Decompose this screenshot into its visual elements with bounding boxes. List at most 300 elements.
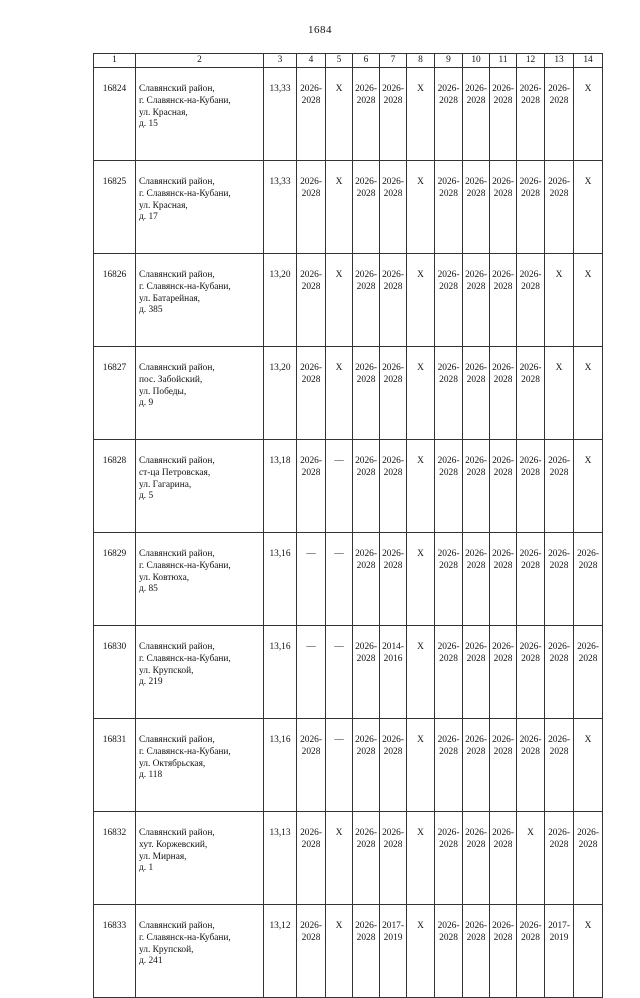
period-end: 2028 — [493, 467, 513, 478]
period-start: 2026- — [437, 642, 460, 652]
table-row — [94, 440, 603, 533]
period-end: 2028 — [493, 95, 513, 106]
period-start: 2017- — [548, 921, 570, 931]
period-start: 2026- — [465, 363, 487, 373]
period-cell — [574, 533, 603, 626]
period-cell — [380, 440, 407, 533]
address-line: д. 15 — [139, 119, 158, 130]
period-cell — [574, 812, 603, 905]
address-line: д. 17 — [139, 212, 158, 223]
period-end: 2028 — [521, 188, 540, 199]
period-cell: X — [574, 254, 603, 347]
column-header-7: 7 — [380, 54, 407, 68]
period-start: 2026- — [577, 549, 599, 559]
period-end: 2028 — [301, 281, 321, 292]
period-cell: — — [326, 626, 353, 719]
housing-registry-table — [93, 53, 603, 998]
period-start: 2026- — [548, 735, 570, 745]
period-end: 2028 — [466, 560, 486, 571]
period-cell — [380, 905, 407, 998]
period-end: 2028 — [493, 281, 513, 292]
period-start: 2014- — [382, 642, 404, 652]
address-cell — [136, 68, 264, 161]
column-header-11: 11 — [490, 54, 517, 68]
address-line: Славянский район, — [139, 270, 215, 280]
period-start: 2026- — [519, 921, 542, 931]
address-line: Славянский район, — [139, 363, 215, 373]
value-cell: 13,20 — [264, 254, 297, 347]
period-end: 2028 — [383, 188, 403, 199]
period-cell — [380, 347, 407, 440]
record-number: 16826 — [94, 254, 136, 347]
period-start: 2026- — [465, 270, 487, 280]
period-cell: X — [407, 626, 435, 719]
period-end: 2028 — [356, 95, 376, 106]
address-line: г. Славянск-на-Кубани, — [139, 95, 231, 106]
period-end: 2028 — [521, 560, 540, 571]
value-cell: 13,16 — [264, 626, 297, 719]
period-end: 2028 — [383, 467, 403, 478]
period-cell — [380, 68, 407, 161]
period-end: 2028 — [383, 839, 403, 850]
period-end: 2028 — [356, 560, 376, 571]
table-row — [94, 905, 603, 998]
address-line: ул. Гагарина, — [139, 479, 192, 490]
period-cell — [545, 440, 574, 533]
period-cell — [517, 161, 545, 254]
period-cell: X — [574, 905, 603, 998]
period-cell: X — [517, 812, 545, 905]
address-line: ул. Красная, — [139, 107, 188, 118]
value-cell: 13,13 — [264, 812, 297, 905]
address-line: ул. Мирная, — [139, 851, 187, 862]
period-start: 2026- — [437, 84, 460, 94]
table-row — [94, 719, 603, 812]
period-start: 2026- — [382, 828, 404, 838]
period-cell: X — [574, 68, 603, 161]
address-line: д. 219 — [139, 677, 163, 688]
period-end: 2028 — [356, 374, 376, 385]
value-cell: 13,16 — [264, 719, 297, 812]
period-cell — [353, 533, 380, 626]
period-cell: X — [574, 719, 603, 812]
period-end: 2028 — [521, 281, 540, 292]
period-start: 2026- — [465, 921, 487, 931]
address-line: ул. Красная, — [139, 200, 188, 211]
period-start: 2026- — [492, 828, 514, 838]
period-cell — [380, 533, 407, 626]
period-start: 2026- — [300, 456, 322, 466]
period-end: 2028 — [466, 932, 486, 943]
period-cell — [517, 440, 545, 533]
period-cell — [545, 533, 574, 626]
period-cell — [353, 347, 380, 440]
period-start: 2017- — [382, 921, 404, 931]
period-end: 2028 — [301, 95, 321, 106]
period-end: 2028 — [383, 746, 403, 757]
period-cell — [380, 254, 407, 347]
period-end: 2028 — [521, 932, 540, 943]
period-cell: X — [407, 161, 435, 254]
period-start: 2026- — [577, 828, 599, 838]
period-start: 2026- — [355, 642, 377, 652]
column-header-8: 8 — [407, 54, 435, 68]
period-end: 2028 — [578, 653, 598, 664]
period-cell — [435, 719, 463, 812]
period-start: 2026- — [492, 921, 514, 931]
period-end: 2019 — [549, 932, 569, 943]
address-cell — [136, 440, 264, 533]
period-end: 2028 — [301, 467, 321, 478]
column-header-4: 4 — [297, 54, 326, 68]
period-start: 2026- — [437, 735, 460, 745]
period-start: 2026- — [492, 270, 514, 280]
period-cell — [463, 533, 490, 626]
period-cell — [490, 533, 517, 626]
record-number: 16829 — [94, 533, 136, 626]
column-header-10: 10 — [463, 54, 490, 68]
address-cell — [136, 719, 264, 812]
period-start: 2026- — [519, 363, 542, 373]
period-cell — [353, 626, 380, 719]
period-start: 2026- — [355, 921, 377, 931]
period-cell: — — [326, 440, 353, 533]
period-end: 2028 — [439, 560, 458, 571]
address-cell — [136, 626, 264, 719]
period-cell — [463, 254, 490, 347]
period-start: 2026- — [465, 456, 487, 466]
period-start: 2026- — [300, 270, 322, 280]
record-number: 16824 — [94, 68, 136, 161]
period-cell — [517, 68, 545, 161]
table-row — [94, 161, 603, 254]
period-cell: X — [545, 347, 574, 440]
period-cell — [545, 626, 574, 719]
period-cell — [545, 161, 574, 254]
period-end: 2028 — [549, 560, 569, 571]
period-start: 2026- — [300, 84, 322, 94]
header-row — [94, 54, 603, 68]
period-end: 2028 — [439, 281, 458, 292]
record-number: 16832 — [94, 812, 136, 905]
period-start: 2026- — [465, 642, 487, 652]
address-line: Славянский район, — [139, 828, 215, 838]
period-cell: X — [326, 347, 353, 440]
address-line: г. Славянск-на-Кубани, — [139, 746, 231, 757]
period-cell — [297, 68, 326, 161]
period-cell — [380, 626, 407, 719]
table-row — [94, 254, 603, 347]
period-end: 2028 — [493, 653, 513, 664]
period-cell: X — [407, 719, 435, 812]
period-cell — [517, 347, 545, 440]
period-cell — [463, 626, 490, 719]
period-cell — [435, 905, 463, 998]
period-cell — [353, 68, 380, 161]
period-cell: X — [326, 254, 353, 347]
period-start: 2026- — [382, 363, 404, 373]
address-cell — [136, 254, 264, 347]
period-end: 2028 — [493, 374, 513, 385]
period-end: 2028 — [466, 95, 486, 106]
table-row — [94, 626, 603, 719]
address-line: д. 1 — [139, 863, 154, 874]
address-cell — [136, 347, 264, 440]
period-end: 2028 — [301, 932, 321, 943]
period-cell — [297, 161, 326, 254]
address-line: д. 5 — [139, 491, 154, 502]
address-line: д. 241 — [139, 956, 163, 967]
period-end: 2028 — [356, 188, 376, 199]
period-start: 2026- — [548, 642, 570, 652]
period-end: 2016 — [383, 653, 403, 664]
period-cell — [463, 905, 490, 998]
period-cell: X — [407, 812, 435, 905]
period-start: 2026- — [437, 828, 460, 838]
period-end: 2028 — [466, 746, 486, 757]
address-line: Славянский район, — [139, 177, 215, 187]
period-start: 2026- — [577, 642, 599, 652]
period-cell — [435, 812, 463, 905]
period-start: 2026- — [465, 735, 487, 745]
period-cell: X — [545, 254, 574, 347]
period-end: 2028 — [493, 188, 513, 199]
period-start: 2026- — [382, 456, 404, 466]
period-end: 2028 — [439, 95, 458, 106]
column-header-13: 13 — [545, 54, 574, 68]
address-line: Славянский район, — [139, 549, 215, 559]
period-cell: X — [407, 347, 435, 440]
period-end: 2028 — [439, 653, 458, 664]
period-start: 2026- — [355, 363, 377, 373]
period-end: 2019 — [383, 932, 403, 943]
address-cell — [136, 905, 264, 998]
period-end: 2028 — [383, 281, 403, 292]
period-cell — [490, 161, 517, 254]
period-start: 2026- — [465, 84, 487, 94]
period-start: 2026- — [382, 84, 404, 94]
period-start: 2026- — [300, 735, 322, 745]
period-cell — [545, 719, 574, 812]
table-row — [94, 533, 603, 626]
period-end: 2028 — [466, 653, 486, 664]
period-end: 2028 — [301, 746, 321, 757]
period-cell — [463, 68, 490, 161]
period-start: 2026- — [519, 549, 542, 559]
address-line: ул. Батарейная, — [139, 293, 201, 304]
period-cell: X — [326, 68, 353, 161]
address-line: ул. Крупской, — [139, 944, 194, 955]
period-start: 2026- — [548, 456, 570, 466]
period-cell: X — [407, 68, 435, 161]
period-start: 2026- — [548, 84, 570, 94]
period-cell: X — [326, 905, 353, 998]
column-header-9: 9 — [435, 54, 463, 68]
period-cell: — — [326, 533, 353, 626]
address-line: г. Славянск-на-Кубани, — [139, 560, 231, 571]
address-line: д. 385 — [139, 305, 163, 316]
period-cell — [490, 905, 517, 998]
period-start: 2026- — [492, 177, 514, 187]
period-cell: X — [574, 440, 603, 533]
period-end: 2028 — [383, 95, 403, 106]
period-cell — [435, 161, 463, 254]
period-cell — [297, 812, 326, 905]
period-cell — [435, 68, 463, 161]
period-end: 2028 — [521, 374, 540, 385]
period-cell — [297, 719, 326, 812]
period-start: 2026- — [437, 363, 460, 373]
period-cell: X — [407, 905, 435, 998]
period-cell — [353, 161, 380, 254]
period-start: 2026- — [492, 456, 514, 466]
period-start: 2026- — [465, 549, 487, 559]
period-cell: X — [326, 161, 353, 254]
value-cell: 13,33 — [264, 68, 297, 161]
period-start: 2026- — [519, 735, 542, 745]
period-start: 2026- — [548, 828, 570, 838]
period-start: 2026- — [548, 549, 570, 559]
period-cell: X — [407, 440, 435, 533]
period-cell: — — [326, 719, 353, 812]
period-end: 2028 — [549, 95, 569, 106]
period-end: 2028 — [356, 932, 376, 943]
period-cell — [353, 905, 380, 998]
period-start: 2026- — [492, 642, 514, 652]
period-cell — [545, 905, 574, 998]
period-start: 2026- — [382, 270, 404, 280]
period-end: 2028 — [466, 188, 486, 199]
period-cell — [463, 347, 490, 440]
address-line: г. Славянск-на-Кубани, — [139, 281, 231, 292]
period-end: 2028 — [356, 839, 376, 850]
address-line: д. 9 — [139, 398, 154, 409]
period-cell — [435, 533, 463, 626]
period-cell — [463, 161, 490, 254]
address-line: г. Славянск-на-Кубани, — [139, 932, 231, 943]
period-end: 2028 — [549, 746, 569, 757]
period-cell: — — [297, 533, 326, 626]
period-cell — [297, 254, 326, 347]
period-end: 2028 — [439, 188, 458, 199]
period-end: 2028 — [549, 653, 569, 664]
period-cell — [490, 254, 517, 347]
address-line: г. Славянск-на-Кубани, — [139, 188, 231, 199]
table-row — [94, 812, 603, 905]
period-start: 2026- — [519, 270, 542, 280]
address-line: д. 85 — [139, 584, 158, 595]
column-header-1: 1 — [94, 54, 136, 68]
period-cell — [517, 533, 545, 626]
address-cell — [136, 161, 264, 254]
address-line: Славянский район, — [139, 456, 215, 466]
table-row — [94, 68, 603, 161]
period-start: 2026- — [355, 270, 377, 280]
period-cell — [297, 347, 326, 440]
period-end: 2028 — [301, 188, 321, 199]
address-line: пос. Забойский, — [139, 374, 203, 385]
period-cell — [297, 905, 326, 998]
period-cell — [517, 254, 545, 347]
address-line: ул. Октябрьская, — [139, 758, 206, 769]
period-cell — [490, 626, 517, 719]
column-header-5: 5 — [326, 54, 353, 68]
period-cell — [380, 719, 407, 812]
period-start: 2026- — [492, 363, 514, 373]
period-cell — [490, 812, 517, 905]
column-header-12: 12 — [517, 54, 545, 68]
period-cell — [463, 812, 490, 905]
period-end: 2028 — [578, 560, 598, 571]
value-cell: 13,12 — [264, 905, 297, 998]
period-cell — [517, 626, 545, 719]
period-end: 2028 — [493, 746, 513, 757]
period-start: 2026- — [465, 177, 487, 187]
address-line: г. Славянск-на-Кубани, — [139, 653, 231, 664]
period-start: 2026- — [519, 84, 542, 94]
period-cell — [435, 626, 463, 719]
period-end: 2028 — [493, 560, 513, 571]
record-number: 16827 — [94, 347, 136, 440]
address-line: Славянский район, — [139, 735, 215, 745]
period-cell — [353, 719, 380, 812]
address-line: ул. Победы, — [139, 386, 187, 397]
period-cell — [463, 719, 490, 812]
period-end: 2028 — [521, 746, 540, 757]
period-end: 2028 — [493, 932, 513, 943]
period-start: 2026- — [437, 270, 460, 280]
record-number: 16833 — [94, 905, 136, 998]
period-cell — [545, 812, 574, 905]
period-end: 2028 — [356, 746, 376, 757]
period-cell — [435, 254, 463, 347]
period-cell: X — [407, 254, 435, 347]
period-end: 2028 — [439, 932, 458, 943]
period-cell: X — [407, 533, 435, 626]
address-line: Славянский район, — [139, 84, 215, 94]
address-cell — [136, 533, 264, 626]
period-cell — [490, 347, 517, 440]
period-cell — [353, 812, 380, 905]
period-end: 2028 — [466, 467, 486, 478]
period-end: 2028 — [356, 467, 376, 478]
period-cell — [463, 440, 490, 533]
address-line: хут. Коржевский, — [139, 839, 208, 850]
period-end: 2028 — [439, 746, 458, 757]
period-cell — [545, 68, 574, 161]
period-end: 2028 — [521, 467, 540, 478]
value-cell: 13,18 — [264, 440, 297, 533]
period-cell — [490, 68, 517, 161]
period-start: 2026- — [548, 177, 570, 187]
period-start: 2026- — [355, 84, 377, 94]
period-end: 2028 — [439, 467, 458, 478]
record-number: 16830 — [94, 626, 136, 719]
address-line: Славянский район, — [139, 642, 215, 652]
period-start: 2026- — [437, 456, 460, 466]
period-start: 2026- — [300, 828, 322, 838]
period-start: 2026- — [382, 735, 404, 745]
period-end: 2028 — [521, 653, 540, 664]
period-end: 2028 — [383, 560, 403, 571]
value-cell: 13,33 — [264, 161, 297, 254]
period-cell: X — [326, 812, 353, 905]
period-cell: — — [297, 626, 326, 719]
period-start: 2026- — [519, 642, 542, 652]
period-start: 2026- — [492, 549, 514, 559]
column-header-3: 3 — [264, 54, 297, 68]
period-cell: X — [574, 347, 603, 440]
